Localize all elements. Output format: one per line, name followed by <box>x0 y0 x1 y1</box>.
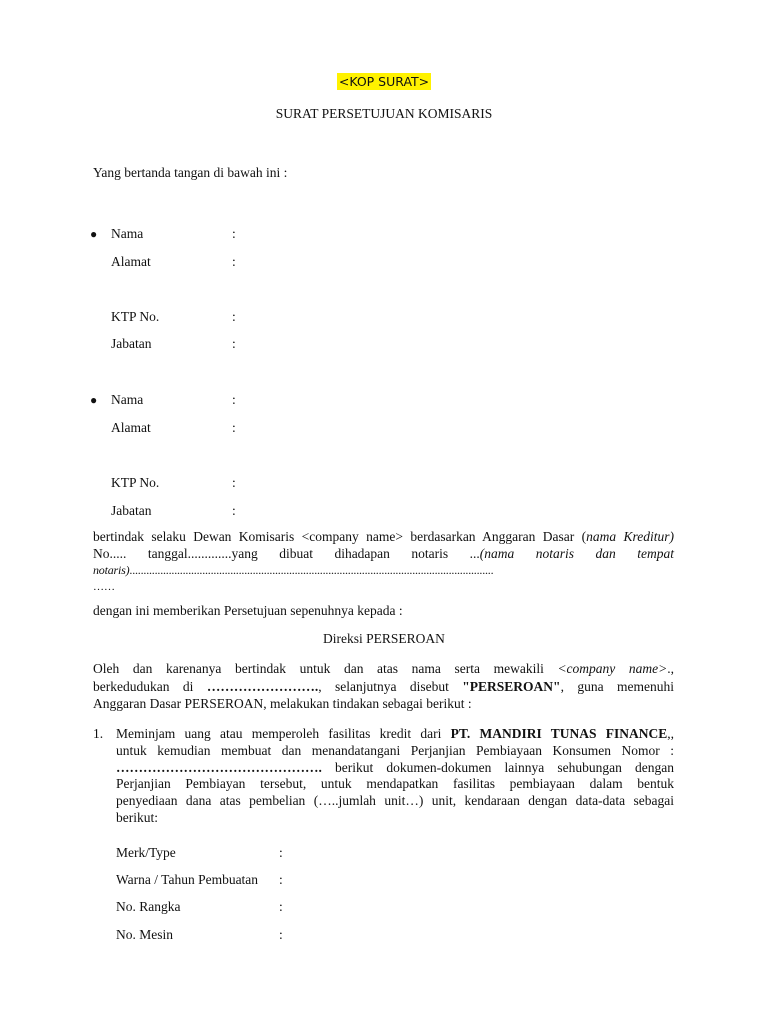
list-number: 1. <box>93 726 104 741</box>
vehicle-label-engine: No. Mesin <box>116 927 173 942</box>
kop-surat-highlight: <KOP SURAT> <box>338 74 430 89</box>
paragraph-line: berikut: <box>116 809 158 825</box>
item-1-paragraph <box>116 726 674 827</box>
paragraph-line: penyediaan dana atas pembelian (…..jumlah unit…) unit, kendaraan dengan data-data sebagai <box>116 793 674 809</box>
field-label-position: Jabatan <box>111 336 152 351</box>
field-label-position: Jabatan <box>111 503 152 518</box>
field-colon: : <box>232 503 236 518</box>
field-colon: : <box>232 336 236 351</box>
field-label-name: Nama <box>111 392 144 407</box>
bullet-icon: ● <box>90 393 98 407</box>
field-colon: : <box>232 226 236 241</box>
field-colon: : <box>279 845 283 860</box>
consent-statement: dengan ini memberikan Persetujuan sepenuhnya kepada : <box>93 603 403 618</box>
paragraph-line: Anggaran Dasar PERSEROAN, melakukan tindakan sebagai berikut : <box>93 696 472 711</box>
field-colon: : <box>279 899 283 914</box>
vehicle-label-brand: Merk/Type <box>116 845 176 860</box>
paragraph-line: Meminjam uang atau memperoleh fasilitas kredit dari PT. MANDIRI TUNAS FINANCE,, <box>116 726 674 741</box>
paragraph-line: berkedudukan di ……………………., selanjutnya disebut "PERSEROAN", guna memenuhi <box>93 678 674 694</box>
paragraph-line: Perjanjian Pembiayan tersebut, untuk mendapatkan fasilitas pembiayaan dalam bentuk <box>116 776 674 792</box>
paragraph-line: untuk kemudian membuat dan menandatangani Perjanjian Pembiayaan Konsumen Nomor : <box>116 742 674 758</box>
representation-paragraph <box>93 660 674 713</box>
field-colon: : <box>232 420 236 435</box>
paragraph-line: bertindak selaku Dewan Komisaris <company name> berdasarkan Anggaran Dasar (nama Kreditur) <box>93 529 674 544</box>
field-colon: : <box>232 475 236 490</box>
field-label-ktp: KTP No. <box>111 475 160 490</box>
field-label-ktp: KTP No. <box>111 309 160 324</box>
paragraph-line: notaris).................................................................................................................................. <box>93 563 494 577</box>
kop-surat-placeholder <box>0 74 768 90</box>
acting-paragraph <box>93 529 674 595</box>
direksi-heading: Direksi PERSEROAN <box>323 631 445 646</box>
field-label-address: Alamat <box>111 420 151 435</box>
field-label-address: Alamat <box>111 254 151 269</box>
vehicle-label-chassis: No. Rangka <box>116 899 181 914</box>
paragraph-line: Oleh dan karenanya bertindak untuk dan atas nama serta mewakili <company name>., <box>93 661 674 676</box>
field-colon: : <box>232 309 236 324</box>
field-colon: : <box>279 927 283 942</box>
paragraph-line: ………………………………………. berikut dokumen-dokumen lainnya sehubungan dengan <box>116 759 674 775</box>
paragraph-line: No..... tanggal.............yang dibuat dihadapan notaris ...(nama notaris dan tempat <box>93 545 674 561</box>
vehicle-label-color-year: Warna / Tahun Pembuatan <box>116 872 259 887</box>
intro-statement: Yang bertanda tangan di bawah ini : <box>93 165 288 180</box>
document-title: SURAT PERSETUJUAN KOMISARIS <box>275 106 493 121</box>
field-colon: : <box>232 254 236 269</box>
field-colon: : <box>279 872 283 887</box>
paragraph-line: …… <box>93 580 115 593</box>
field-colon: : <box>232 392 236 407</box>
field-label-name: Nama <box>111 226 144 241</box>
bullet-icon: ● <box>90 227 98 241</box>
